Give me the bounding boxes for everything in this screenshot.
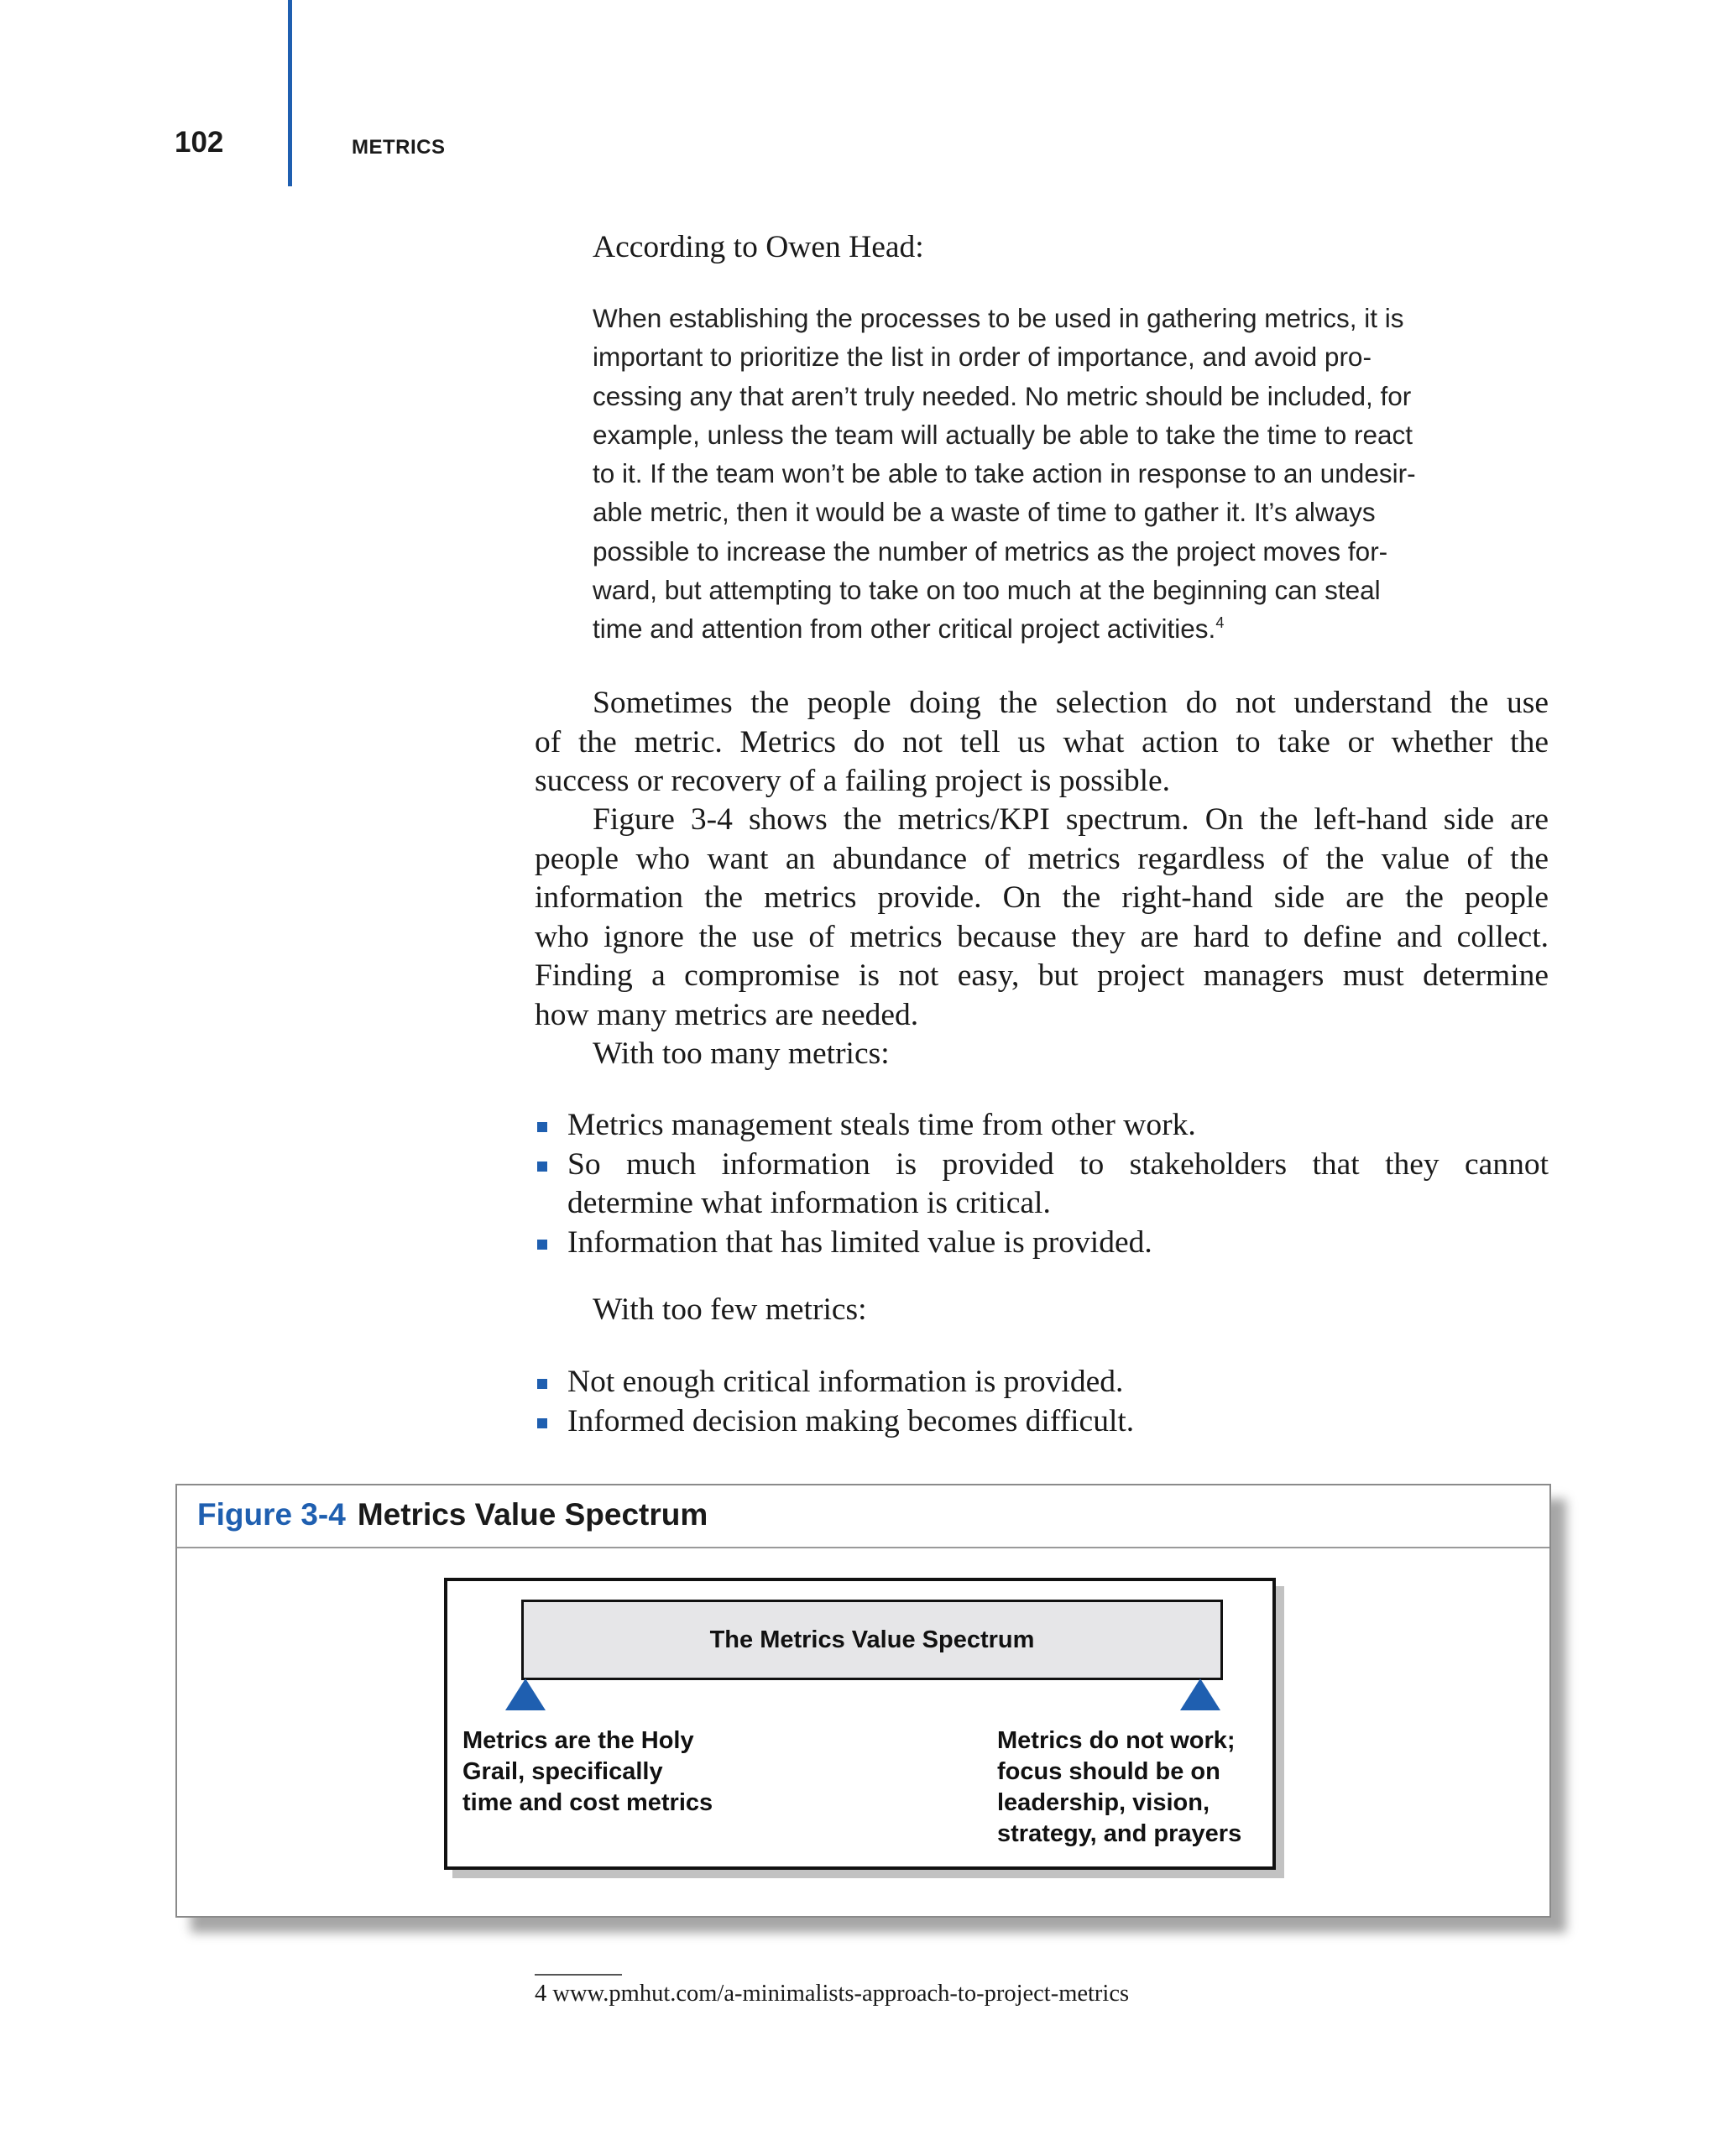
figure-label: Figure 3-4 xyxy=(197,1497,346,1532)
spectrum-bar: The Metrics Value Spectrum xyxy=(521,1600,1223,1680)
quote-line: important to prioritize the list in order of importance, and avoid pro- xyxy=(593,342,1372,373)
paragraph-line: of the metric. Metrics do not tell us what action to take or whether the xyxy=(535,724,1549,760)
paragraph-line: Finding a compromise is not easy, but project managers must determine xyxy=(535,958,1549,993)
left-triangle-marker-icon xyxy=(505,1678,546,1710)
label-line: time and cost metrics xyxy=(462,1789,713,1816)
label-line: leadership, vision, xyxy=(997,1789,1210,1816)
bullet-icon xyxy=(537,1162,547,1172)
paragraph-selection xyxy=(535,684,1549,801)
list-item xyxy=(535,1402,1549,1442)
too-many-metrics-list xyxy=(535,1106,1549,1262)
quote-intro: According to Owen Head: xyxy=(593,230,924,264)
figure-caption xyxy=(197,1497,708,1532)
paragraph-line: success or recovery of a failing project is possible. xyxy=(535,764,1171,798)
running-head: METRICS xyxy=(352,136,446,159)
paragraph-line: who ignore the use of metrics because they are hard to define and collect. xyxy=(535,919,1549,954)
bullet-icon xyxy=(537,1122,547,1132)
quote-line: example, unless the team will actually be able to take the time to react xyxy=(593,419,1413,450)
list-item-text: determine what information is critical. xyxy=(567,1186,1051,1220)
quote-line: time and attention from other critical project activities. xyxy=(593,613,1216,645)
too-few-intro: With too few metrics: xyxy=(593,1292,867,1327)
list-item xyxy=(535,1363,1549,1402)
label-line: strategy, and prayers xyxy=(997,1820,1242,1847)
footnote-divider xyxy=(535,1974,622,1976)
footnote: 4 www.pmhut.com/a-minimalists-approach-to-project-metrics xyxy=(535,1981,1130,2007)
figure-title-bar xyxy=(177,1485,1549,1548)
list-item xyxy=(535,1106,1549,1146)
paragraph-line: information the metrics provide. On the right-hand side are the people xyxy=(535,880,1549,915)
quote-line-last xyxy=(593,609,1501,648)
list-item-text: Information that has limited value is provided. xyxy=(567,1224,1152,1260)
list-item xyxy=(535,1224,1549,1263)
spectrum-diagram xyxy=(444,1578,1276,1870)
list-item-text: Informed decision making becomes difficult. xyxy=(567,1403,1135,1438)
right-extreme-label xyxy=(997,1725,1241,1850)
label-line: focus should be on xyxy=(997,1758,1220,1785)
paragraph-line: people who want an abundance of metrics regardless of the value of the xyxy=(535,841,1549,876)
bullet-icon xyxy=(537,1240,547,1250)
quote-line: cessing any that aren’t truly needed. No metric should be included, for xyxy=(593,380,1412,411)
quote-line: When establishing the processes to be used in gathering metrics, it is xyxy=(593,303,1404,333)
label-line: Grail, specifically xyxy=(462,1758,663,1785)
list-item-text: Metrics management steals time from other work. xyxy=(567,1108,1196,1142)
bullet-icon xyxy=(537,1379,547,1389)
list-item-text: So much information is provided to stakeholders that they cannot xyxy=(567,1146,1549,1182)
quote-line: to it. If the team won’t be able to take action in response to an undesir- xyxy=(593,458,1416,489)
paragraph-line: Sometimes the people doing the selection do not understand the use xyxy=(593,686,1549,720)
figure-3-4 xyxy=(175,1484,1551,1918)
label-line: Metrics do not work; xyxy=(997,1727,1236,1754)
footnote-reference: 4 xyxy=(1215,614,1225,632)
list-item xyxy=(535,1146,1549,1224)
quote-line: ward, but attempting to take on too much at the beginning can steal xyxy=(593,575,1381,606)
figure-title: Metrics Value Spectrum xyxy=(357,1497,708,1532)
paragraph-line: Figure 3-4 shows the metrics/KPI spectrum. On the left-hand side are xyxy=(593,802,1549,837)
label-line: Metrics are the Holy xyxy=(462,1727,694,1754)
block-quote xyxy=(593,299,1501,649)
bullet-icon xyxy=(537,1418,547,1428)
page-number: 102 xyxy=(175,126,224,159)
header-divider xyxy=(288,0,292,186)
quote-line: able metric, then it would be a waste of time to gather it. It’s always xyxy=(593,497,1376,528)
quote-line: possible to increase the number of metrics as the project moves for- xyxy=(593,535,1388,566)
list-item-text: Not enough critical information is provided. xyxy=(567,1365,1124,1399)
too-few-metrics-list xyxy=(535,1363,1549,1441)
too-many-intro: With too many metrics: xyxy=(593,1036,890,1071)
paragraph-spectrum xyxy=(535,801,1549,1074)
left-extreme-label xyxy=(462,1725,713,1819)
right-triangle-marker-icon xyxy=(1180,1678,1220,1710)
paragraph-line: how many metrics are needed. xyxy=(535,997,919,1032)
